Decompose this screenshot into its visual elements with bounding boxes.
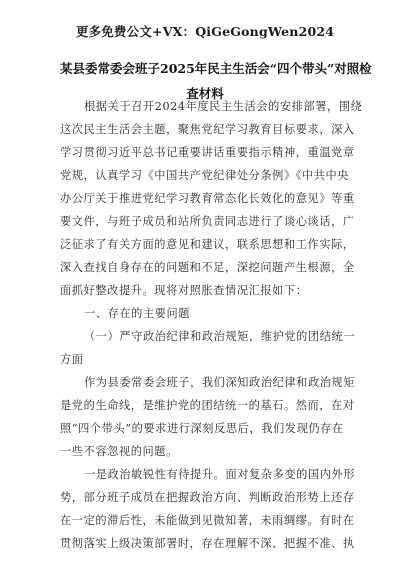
title-line-2: 查材料 xyxy=(186,86,224,101)
title-line-1: 某县委常委会班子2025年民主生活会“四个带头”对照检 xyxy=(60,61,372,76)
body-line-13: 作为县委常委会班子，我们深知政治纪律和政治规矩 xyxy=(84,376,356,389)
body-line-14: 是党的生命线，是维护党的团结统一的基石。然而，在对 xyxy=(60,399,355,412)
body-line-9: 面抓好整改提升。现将对照胀查情况汇报如下： xyxy=(60,284,308,297)
body-line-18: 势，部分班子成员在把握政治方向、判断政治形势上还存 xyxy=(60,491,355,504)
body-line-8: 深入查找自身存在的问题和不足，深挖问题产生根源，全 xyxy=(60,261,355,274)
body-line-1: 根据关于召开2024年度民主生活会的安排部署，围绕 xyxy=(84,100,363,113)
body-line-4: 党规，认真学习《中国共产党纪律处分条例》《中共中央 xyxy=(60,169,350,182)
body-line-2: 这次民主生活会主题，聚焦党纪学习教育目标要求，深入 xyxy=(60,123,355,136)
body-line-7: 泛征求了有关方面的意见和建议，联系思想和工作实际， xyxy=(60,238,355,251)
body-line-20: 贯彻落实上级决策部署时，存在理解不深、把握不准、执 xyxy=(60,537,355,550)
subsection-heading-1: （一）严守政治纪律和政治规矩，维护党的团结统一 xyxy=(84,330,356,343)
body-line-3: 学习贯彻习近平总书记重要讲话重要指示精神，重温党章 xyxy=(60,146,355,159)
body-line-16: 一些不容忽视的问题。 xyxy=(60,445,178,458)
body-line-6: 要文件，与班子成员和站所负责同志进行了谈心谈话，广 xyxy=(60,215,355,228)
section-heading-1: 一、存在的主要问题 xyxy=(84,307,191,320)
subsection-heading-1-cont: 方面 xyxy=(60,353,84,366)
body-line-5: 办公厅关于推进党纪学习教育常态化长效化的意见》等重 xyxy=(60,192,355,205)
body-line-15: 照“四个带头”的要求进行深刻反思后，我们发现仍存在 xyxy=(60,422,344,435)
body-line-17: 一是政治敏锐性有待提升。面对复杂多变的国内外形 xyxy=(84,468,356,481)
body-line-19: 在一定的滞后性，未能做到见微知著，未雨绸缪。有时在 xyxy=(60,514,355,527)
page-header: 更多免费公文+VX：QiGeGongWen2024 xyxy=(75,24,335,39)
